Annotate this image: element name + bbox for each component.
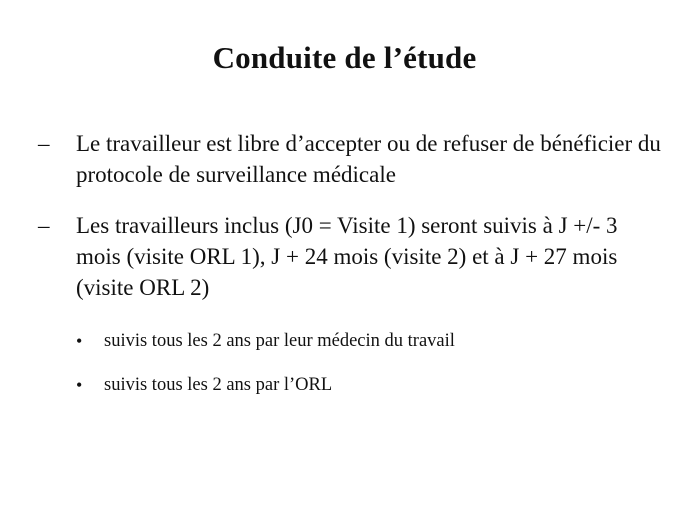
dash-bullet-marker: – (38, 213, 50, 238)
dot-bullet-marker: • (76, 375, 83, 395)
bullet-text: Le travailleur est libre d’accepter ou de refuser de bénéficier du protocole de surveillance médicale (76, 131, 661, 187)
bullet-text: Les travailleurs inclus (J0 = Visite 1) seront suivis à J +/- 3 mois (visite ORL 1), J + 24 mois (visite 2) et à J + 27 mois (visite ORL 2) (76, 213, 618, 300)
slide-title: Conduite de l’étude (212, 40, 477, 75)
sub-bullet-text: suivis tous les 2 ans par l’ORL (104, 375, 333, 395)
dash-bullet-marker: – (38, 131, 50, 156)
sub-bullet-text: suivis tous les 2 ans par leur médecin du travail (104, 331, 455, 351)
dot-bullet-marker: • (76, 331, 83, 351)
